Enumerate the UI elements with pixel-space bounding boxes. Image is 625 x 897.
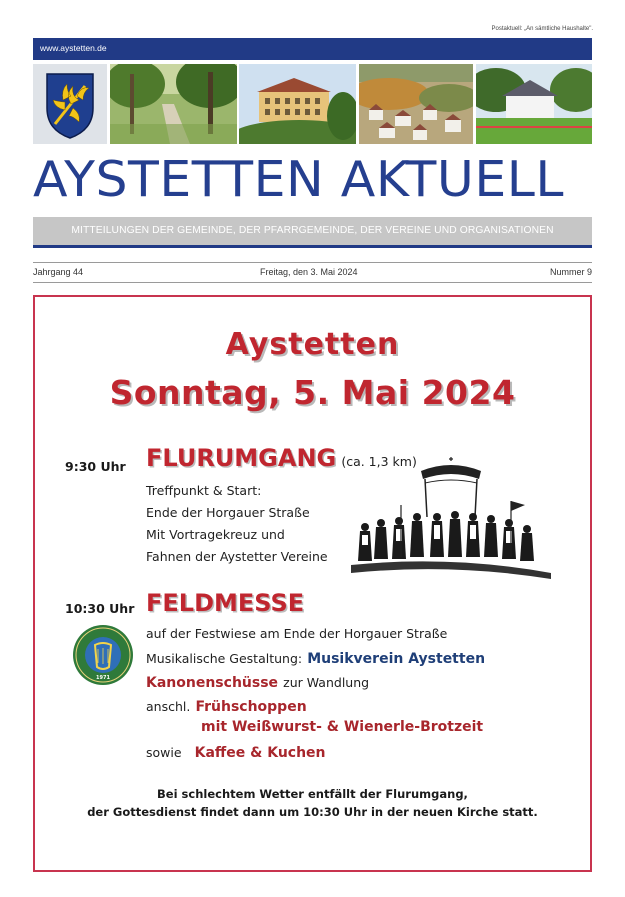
clubhouse-photo bbox=[476, 64, 592, 144]
musikverein-badge-icon bbox=[71, 623, 135, 687]
forest-path-photo bbox=[110, 64, 237, 144]
event1-line-1: Treffpunkt & Start: bbox=[146, 483, 262, 498]
url-bar bbox=[33, 38, 592, 60]
event2-location: auf der Festwiese am Ende der Horgauer Straße bbox=[146, 626, 448, 641]
event1-distance: (ca. 1,3 km) bbox=[341, 454, 417, 469]
event-flyer bbox=[33, 295, 592, 872]
weather-note-2: der Gottesdienst findet dann um 10:30 Uhr in der neuen Kirche statt. bbox=[87, 805, 538, 819]
music-band: Musikverein Aystetten bbox=[307, 651, 486, 667]
flyer-date: Sonntag, 5. Mai 2024 bbox=[109, 373, 516, 412]
info-divider-top bbox=[33, 262, 592, 263]
postal-note: Postaktuell: „An sämtliche Haushalte". bbox=[491, 26, 593, 32]
event2-cannon bbox=[146, 672, 369, 691]
event1-line-4: Fahnen der Aystetter Vereine bbox=[146, 549, 328, 564]
weather-note-1: Bei schlechtem Wetter entfällt der Flurumgang, bbox=[157, 787, 468, 801]
procession-illustration bbox=[351, 457, 551, 587]
subtitle: MITTEILUNGEN DER GEMEINDE, DER PFARRGEMEINDE, DER VEREINE UND ORGANISATIONEN bbox=[71, 225, 554, 236]
music-prefix: Musikalische Gestaltung: bbox=[146, 651, 303, 666]
coat-of-arms-icon bbox=[33, 64, 107, 144]
sowie-text: sowie bbox=[146, 745, 182, 760]
info-divider-bottom bbox=[33, 282, 592, 283]
subtitle-bar bbox=[33, 217, 592, 245]
issue-label: Nummer 9 bbox=[549, 267, 592, 277]
event1-name: FLURUMGANG bbox=[146, 444, 337, 472]
volume-label: Jahrgang 44 bbox=[33, 267, 84, 277]
village-aerial-photo bbox=[359, 64, 473, 144]
website-link[interactable]: www.aystetten.de bbox=[40, 43, 107, 53]
after-prefix: anschl. bbox=[146, 699, 191, 714]
event1-time: 9:30 Uhr bbox=[65, 459, 126, 474]
event1-line-2: Ende der Horgauer Straße bbox=[146, 505, 310, 520]
kaffee-text: Kaffee & Kuchen bbox=[194, 745, 326, 761]
event2-time: 10:30 Uhr bbox=[65, 601, 135, 616]
blue-divider bbox=[33, 245, 592, 248]
event2-name: FELDMESSE bbox=[146, 589, 305, 617]
cannon-text: Kanonenschüsse bbox=[146, 675, 279, 691]
event2-fruehschoppen bbox=[146, 696, 307, 715]
cannon-suffix: zur Wandlung bbox=[283, 675, 370, 690]
event2-kaffee bbox=[146, 742, 326, 761]
header-photos bbox=[33, 64, 592, 144]
badge-year: 1971 bbox=[96, 675, 110, 681]
date-label: Freitag, den 3. Mai 2024 bbox=[260, 267, 358, 277]
event2-music bbox=[146, 648, 485, 667]
fruehschoppen-text: Frühschoppen bbox=[195, 699, 307, 715]
newspaper-title: AYSTETTEN AKTUELL bbox=[33, 151, 565, 208]
flyer-place: Aystetten bbox=[225, 327, 400, 362]
castle-photo bbox=[239, 64, 356, 144]
brotzeit-text: mit Weißwurst- & Wienerle-Brotzeit bbox=[201, 719, 484, 735]
event1-line-3: Mit Vortragekreuz und bbox=[146, 527, 285, 542]
